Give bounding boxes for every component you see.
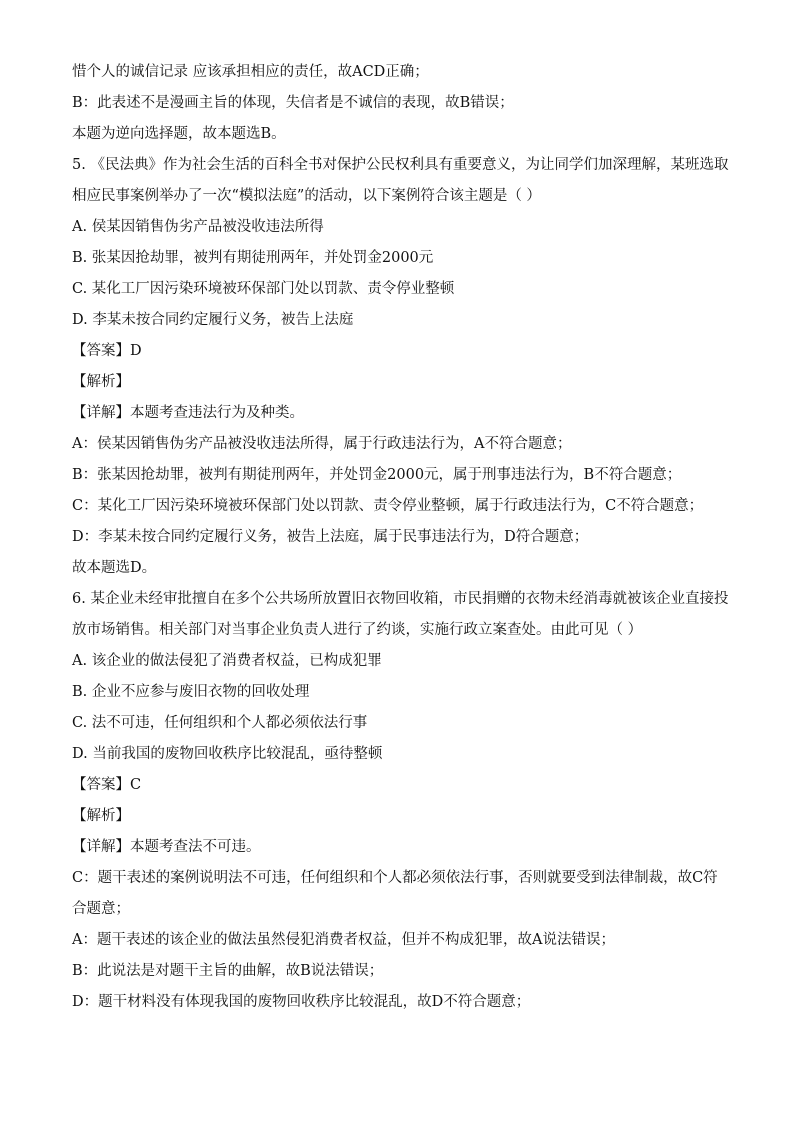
explanation-line: D：题干材料没有体现我国的废物回收秩序比较混乱，故D不符合题意；: [72, 994, 531, 1010]
question-6-option-a: A. 该企业的做法侵犯了消费者权益，已构成犯罪: [72, 653, 382, 669]
analysis-label: 【解析】: [72, 374, 130, 390]
answer-label: 【答案】D: [72, 343, 142, 359]
question-5-option-a: A. 侯某因销售伪劣产品被没收违法所得: [72, 219, 324, 235]
question-5-option-d: D. 李某未按合同约定履行义务，被告上法庭: [72, 312, 354, 328]
explanation-line: A：题干表述的该企业的做法虽然侵犯消费者权益，但并不构成犯罪，故A说法错误；: [72, 932, 615, 948]
text-line: B：此表述不是漫画主旨的体现，失信者是不诚信的表现，故B错误；: [72, 95, 514, 111]
explanation-line: A：侯某因销售伪劣产品被没收违法所得，属于行政违法行为，A不符合题意；: [72, 436, 572, 452]
explanation-line: C：某化工厂因污染环境被环保部门处以罚款、责令停业整顿，属于行政违法行为，C不符合题意；: [72, 498, 704, 514]
explanation-line: B：此说法是对题干主旨的曲解，故B说法错误；: [72, 963, 384, 979]
question-6-option-d: D. 当前我国的废物回收秩序比较混乱，亟待整顿: [72, 746, 383, 762]
question-6-option-c: C. 法不可违，任何组织和个人都必须依法行事: [72, 715, 368, 731]
analysis-label: 【解析】: [72, 808, 130, 824]
explanation-line: D：李某未按合同约定履行义务，被告上法庭，属于民事违法行为，D符合题意；: [72, 529, 589, 545]
question-5-option-b: B. 张某因抢劫罪，被判有期徒刑两年，并处罚金2000元: [72, 250, 434, 266]
detail-label: 【详解】本题考查违法行为及种类。: [72, 405, 304, 421]
explanation-line: B：张某因抢劫罪，被判有期徒刑两年，并处罚金2000元，属于刑事违法行为，B不符合题意；: [72, 467, 682, 483]
question-5-stem: 5. 《民法典》作为社会生活的百科全书对保护公民权利具有重要意义，为让同学们加深理解，某班选取相应民事案例举办了一次“模拟法庭”的活动，以下案例符合该主题是（ ）: [72, 157, 729, 204]
text-line: 本题为逆向选择题，故本题选B。: [72, 126, 286, 142]
conclusion-line: 故本题选D。: [72, 560, 157, 576]
document-content: [72, 62, 732, 1023]
text-line: 惜个人的诚信记录 应该承担相应的责任，故ACD正确；: [72, 64, 429, 80]
question-6-stem: 6. 某企业未经审批擅自在多个公共场所放置旧衣物回收箱，市民捐赠的衣物未经消毒就被该企业直接投放市场销售。相关部门对当事企业负责人进行了约谈，实施行政立案查处。由此可见（ ）: [72, 591, 729, 638]
explanation-line: C：题干表述的案例说明法不可违，任何组织和个人都必须依法行事，否则就要受到法律制裁，故C符合题意；: [72, 870, 718, 917]
answer-label: 【答案】C: [72, 777, 142, 793]
question-6-option-b: B. 企业不应参与废旧衣物的回收处理: [72, 684, 310, 700]
detail-label: 【详解】本题考查法不可违。: [72, 839, 261, 855]
question-5-option-c: C. 某化工厂因污染环境被环保部门处以罚款、责令停业整顿: [72, 281, 455, 297]
